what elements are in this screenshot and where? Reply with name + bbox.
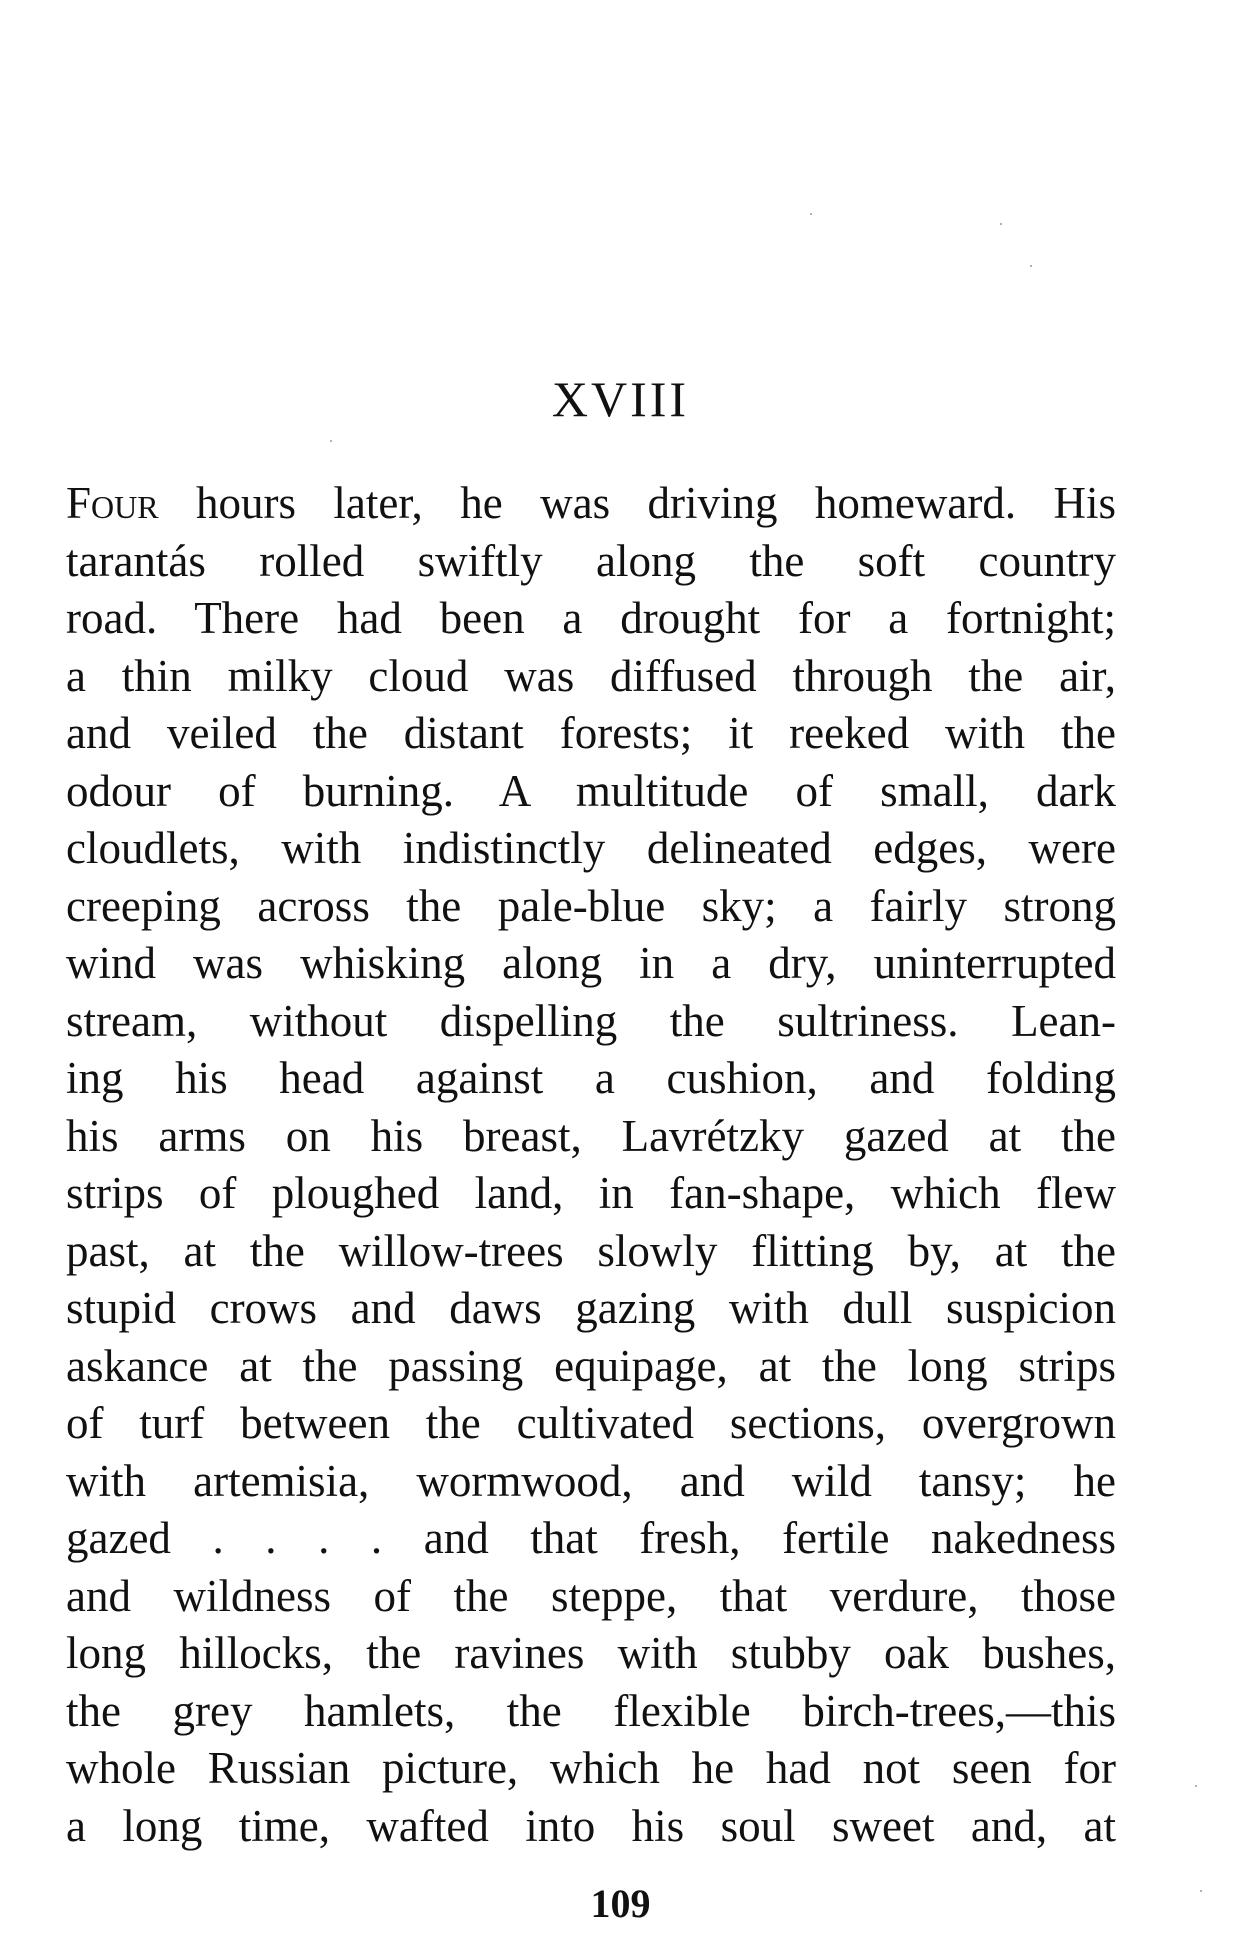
text-line	[66, 475, 1116, 533]
page-number: 109	[590, 1881, 651, 1926]
paper-speck	[330, 440, 332, 442]
text-line: and wildness of the steppe, that verdure, those	[66, 1570, 1116, 1621]
text-line: a thin milky cloud was diffused through the air,	[66, 650, 1116, 701]
paper-speck	[1030, 265, 1032, 267]
text-line: gazed . . . . and that fresh, fertile nakedness	[66, 1513, 1116, 1563]
paper-speck	[1195, 1785, 1197, 1787]
text-line: askance at the passing equipage, at the long strips	[66, 1340, 1116, 1391]
text-line: wind was whisking along in a dry, uninterrupted	[66, 938, 1116, 988]
paper-speck	[1000, 223, 1002, 225]
text-line-content: hours later, he was driving homeward. His	[158, 478, 1116, 528]
text-line: and veiled the distant forests; it reeked with the	[66, 708, 1116, 758]
text-line: cloudlets, with indistinctly delineated edges, were	[66, 823, 1116, 873]
text-line: odour of burning. A multitude of small, dark	[66, 765, 1116, 816]
paper-speck	[1200, 1890, 1202, 1892]
opening-word: Four	[66, 478, 159, 528]
text-line: whole Russian picture, which he had not seen for	[66, 1743, 1116, 1793]
text-line: ing his head against a cushion, and folding	[66, 1053, 1116, 1103]
paper-speck	[810, 213, 812, 215]
text-line: creeping across the pale-blue sky; a fairly strong	[66, 880, 1116, 931]
body-text	[66, 475, 1116, 1855]
text-line: strips of ploughed land, in fan-shape, which flew	[66, 1168, 1116, 1218]
text-line: the grey hamlets, the flexible birch-trees,—this	[66, 1685, 1116, 1736]
text-line: his arms on his breast, Lavrétzky gazed at the	[66, 1110, 1116, 1161]
text-line: long hillocks, the ravines with stubby oak bushes,	[66, 1628, 1116, 1678]
text-line: of turf between the cultivated sections, overgrown	[66, 1398, 1116, 1448]
text-line: road. There had been a drought for a fortnight;	[66, 593, 1116, 643]
text-line: stream, without dispelling the sultriness. Lean-	[66, 995, 1116, 1046]
text-line: tarantás rolled swiftly along the soft country	[66, 535, 1116, 586]
text-line: a long time, wafted into his soul sweet and, at	[66, 1800, 1116, 1851]
text-line: stupid crows and daws gazing with dull suspicion	[66, 1283, 1116, 1333]
text-line: past, at the willow-trees slowly flitting by, at the	[66, 1225, 1116, 1276]
text-line: with artemisia, wormwood, and wild tansy; he	[66, 1455, 1116, 1506]
chapter-heading: XVIII	[551, 371, 690, 427]
